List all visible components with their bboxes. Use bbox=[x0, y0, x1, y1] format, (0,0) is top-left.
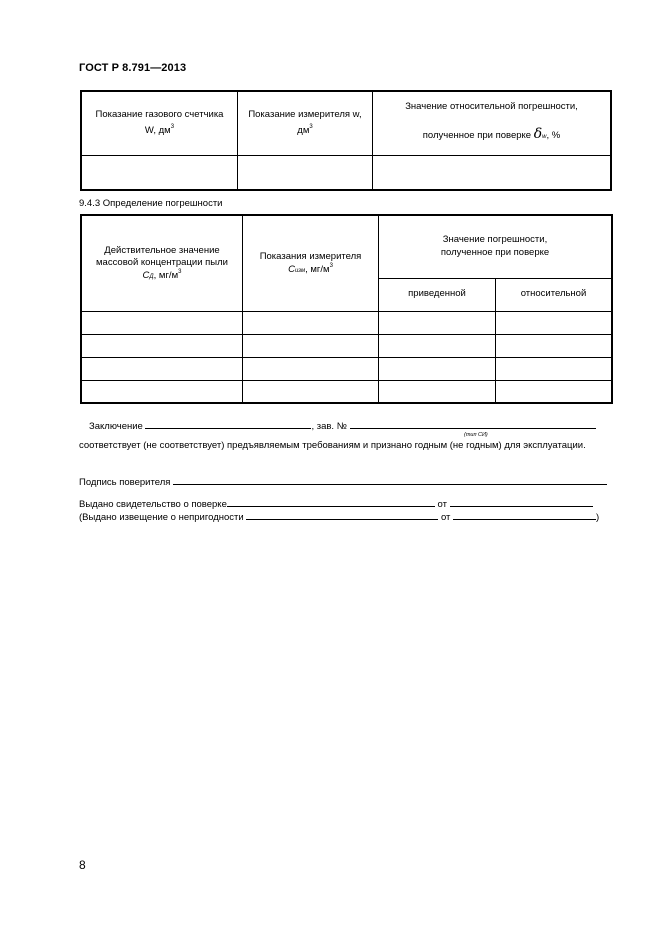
table2-col3-line1: Значение погрешности, bbox=[442, 234, 548, 246]
table2-cell-empty bbox=[243, 311, 379, 334]
error-determination-table bbox=[80, 214, 613, 404]
unfitness-from-label: от bbox=[440, 512, 451, 523]
table2-cell-empty bbox=[81, 334, 243, 357]
table1-col1-line2 bbox=[82, 123, 237, 139]
table2-col1-line1: Действительное значение bbox=[104, 244, 220, 256]
table2-col2-var: C bbox=[288, 263, 295, 275]
page-number: 8 bbox=[79, 858, 86, 872]
table2-cell-empty bbox=[81, 380, 243, 403]
table2-cell-empty bbox=[496, 380, 613, 403]
table1-col3-line2 bbox=[373, 118, 610, 150]
type-hint: (тип СИ) bbox=[464, 432, 488, 438]
table1-col1-line1: Показание газового счетчика bbox=[95, 109, 224, 121]
table1-col1-sup: 3 bbox=[170, 123, 175, 130]
table2-col2-var-sub: изм bbox=[294, 267, 306, 274]
table1-col2-line2 bbox=[238, 123, 372, 139]
table2-cell-empty bbox=[243, 357, 379, 380]
unfitness-label: (Выдано извещение о непригодности bbox=[79, 512, 244, 523]
signature-line bbox=[79, 474, 613, 488]
section-title: 9.4.3 Определение погрешности bbox=[79, 198, 223, 209]
gas-meter-table bbox=[80, 90, 612, 191]
table2-col1-line3 bbox=[82, 269, 242, 282]
table1-header-relative-error bbox=[373, 91, 612, 155]
table2-header-error-value bbox=[379, 215, 613, 278]
table2-cell-empty bbox=[81, 311, 243, 334]
table2-col1-sup: 3 bbox=[178, 268, 182, 275]
table2-cell-empty bbox=[379, 357, 496, 380]
table2-col2-unit: , мг/м bbox=[305, 263, 330, 275]
unfitness-notice-line bbox=[79, 509, 619, 523]
table2-cell-empty bbox=[243, 380, 379, 403]
document-header: ГОСТ Р 8.791—2013 bbox=[79, 62, 187, 74]
table2-header-meter-readings bbox=[243, 215, 379, 311]
table1-col2-line1: Показание измерителя w, bbox=[248, 109, 362, 121]
signature-field[interactable] bbox=[173, 474, 607, 485]
table2-col1-var-sub: Д bbox=[149, 273, 154, 280]
table2-col2-line1: Показания измерителя bbox=[259, 250, 362, 262]
table2-cell-empty bbox=[243, 334, 379, 357]
delta-subscript: w bbox=[542, 134, 547, 141]
delta-symbol: δ bbox=[533, 126, 543, 143]
table1-cell-empty bbox=[81, 155, 238, 190]
table2-cell-empty bbox=[379, 334, 496, 357]
table2-cell-empty bbox=[496, 357, 613, 380]
table2-subheader-reduced: приведенной bbox=[379, 278, 496, 311]
table1-col1-text: W, дм bbox=[144, 124, 171, 136]
table2-col2-sup: 3 bbox=[329, 262, 333, 269]
unfitness-date-field[interactable] bbox=[453, 509, 596, 520]
closing-paren: ) bbox=[596, 512, 600, 523]
table2-col1-line2: массовой концентрации пыли bbox=[96, 256, 228, 268]
table2-cell-empty bbox=[496, 311, 613, 334]
table2-cell-empty bbox=[81, 357, 243, 380]
table1-col3-text: полученное при поверке bbox=[422, 130, 532, 142]
table2-cell-empty bbox=[379, 311, 496, 334]
table1-col2-sup: 3 bbox=[309, 123, 313, 130]
table2-col3-line2: полученное при поверке bbox=[440, 246, 550, 258]
table2-col1-unit: , мг/м bbox=[153, 269, 179, 281]
certificate-from-label: от bbox=[437, 499, 447, 510]
table1-col3-unit: , % bbox=[546, 130, 561, 142]
certificate-date-field[interactable] bbox=[450, 496, 593, 507]
signature-label: Подпись поверителя bbox=[79, 477, 171, 488]
conclusion-label: Заключение bbox=[89, 421, 143, 432]
certificate-label: Выдано свидетельство о поверке bbox=[79, 499, 227, 510]
serial-number-label: , зав. № bbox=[311, 421, 347, 432]
table1-col2-text: дм bbox=[297, 124, 310, 136]
table2-cell-empty bbox=[379, 380, 496, 403]
table2-col1-var: C bbox=[142, 269, 150, 281]
certificate-field[interactable] bbox=[227, 496, 435, 507]
table2-header-actual-concentration bbox=[81, 215, 243, 311]
conclusion-field[interactable] bbox=[145, 418, 311, 429]
table1-col3-line1: Значение относительной погрешности, bbox=[405, 101, 578, 113]
certificate-line bbox=[79, 496, 613, 510]
unfitness-field[interactable] bbox=[246, 509, 438, 520]
table1-header-gas-counter bbox=[81, 91, 238, 155]
serial-number-field[interactable] bbox=[350, 418, 596, 429]
table1-cell-empty bbox=[238, 155, 373, 190]
table2-subheader-relative: относительной bbox=[496, 278, 613, 311]
table2-col2-line2 bbox=[243, 263, 378, 276]
table2-cell-empty bbox=[496, 334, 613, 357]
table1-header-meter bbox=[238, 91, 373, 155]
table1-cell-empty bbox=[373, 155, 612, 190]
conclusion-text: соответствует (не соответствует) предъявляемым требованиям и признано годным (не годным) для эксплуатации. bbox=[79, 440, 586, 451]
conclusion-line bbox=[89, 418, 609, 432]
